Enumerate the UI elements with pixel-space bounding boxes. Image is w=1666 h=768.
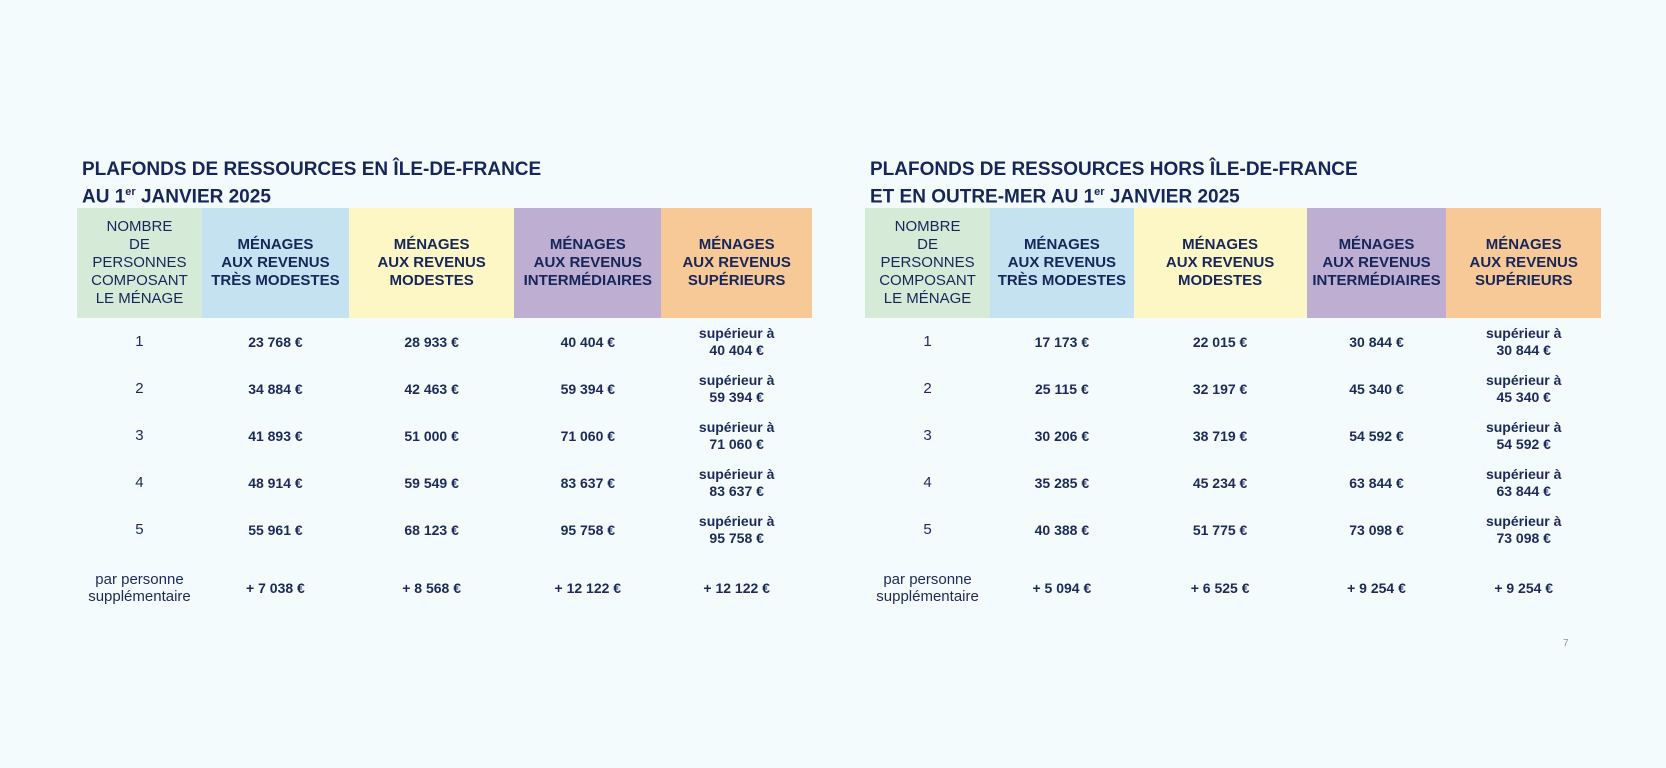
header-modest: MÉNAGES AUX REVENUS MODESTES: [1134, 208, 1307, 318]
table-row: 3 30 206 € 38 719 € 54 592 € supérieur à 54 592 €: [923, 418, 1562, 452]
table-title: [82, 158, 812, 208]
table-header-row: [865, 208, 1601, 318]
table-row: 2 34 884 € 42 463 € 59 394 € supérieur à 59 394 €: [135, 371, 775, 405]
table-panel-ile-de-france: [77, 158, 812, 623]
table-row: 5 40 388 € 51 775 € 73 098 € supérieur à 73 098 €: [923, 512, 1562, 546]
table-row: 1 23 768 € 28 933 € 40 404 € supérieur à 40 404 €: [135, 324, 775, 358]
table-header-row: [77, 208, 812, 318]
table-row-extra-person: par personne supplémentaire + 5 094 € + 6 525 € + 9 254 € + 9 254 €: [876, 571, 1554, 605]
header-household-size: NOMBRE DE PERSONNES COMPOSANT LE MÉNAGE: [77, 208, 202, 318]
table-row: 4 48 914 € 59 549 € 83 637 € supérieur à 83 637 €: [135, 465, 775, 499]
title-line-1: PLAFONDS DE RESSOURCES EN ÎLE-DE-FRANCE: [82, 159, 542, 180]
header-household-size: NOMBRE DE PERSONNES COMPOSANT LE MÉNAGE: [865, 208, 990, 318]
header-modest: MÉNAGES AUX REVENUS MODESTES: [349, 208, 514, 318]
header-superior: MÉNAGES AUX REVENUS SUPÉRIEURS: [1446, 208, 1601, 318]
header-intermediate: MÉNAGES AUX REVENUS INTERMÉDIAIRES: [514, 208, 661, 318]
header-very-modest: MÉNAGES AUX REVENUS TRÈS MODESTES: [990, 208, 1134, 318]
table-panel-hors-ile-de-france: [865, 158, 1601, 623]
table-row: 5 55 961 € 68 123 € 95 758 € supérieur à 95 758 €: [135, 512, 775, 546]
income-table: [77, 208, 812, 623]
title-line-1: PLAFONDS DE RESSOURCES HORS ÎLE-DE-FRANCE: [870, 159, 1358, 180]
table-row: 3 41 893 € 51 000 € 71 060 € supérieur à 71 060 €: [135, 418, 775, 452]
income-table: [865, 208, 1601, 623]
table-row-extra-person: par personne supplémentaire + 7 038 € + 8 568 € + 12 122 € + 12 122 €: [88, 571, 770, 605]
title-line-2: ET EN OUTRE-MER AU 1er JANVIER 2025: [870, 186, 1240, 208]
table-row: 2 25 115 € 32 197 € 45 340 € supérieur à 45 340 €: [923, 371, 1562, 405]
table-title: [870, 158, 1601, 208]
table-row: 4 35 285 € 45 234 € 63 844 € supérieur à 63 844 €: [923, 465, 1562, 499]
table-row: 1 17 173 € 22 015 € 30 844 € supérieur à 30 844 €: [923, 324, 1562, 358]
header-very-modest: MÉNAGES AUX REVENUS TRÈS MODESTES: [202, 208, 349, 318]
page-number: 7: [1563, 638, 1569, 649]
header-superior: MÉNAGES AUX REVENUS SUPÉRIEURS: [661, 208, 812, 318]
title-line-2: AU 1er JANVIER 2025: [82, 186, 271, 208]
header-intermediate: MÉNAGES AUX REVENUS INTERMÉDIAIRES: [1307, 208, 1447, 318]
